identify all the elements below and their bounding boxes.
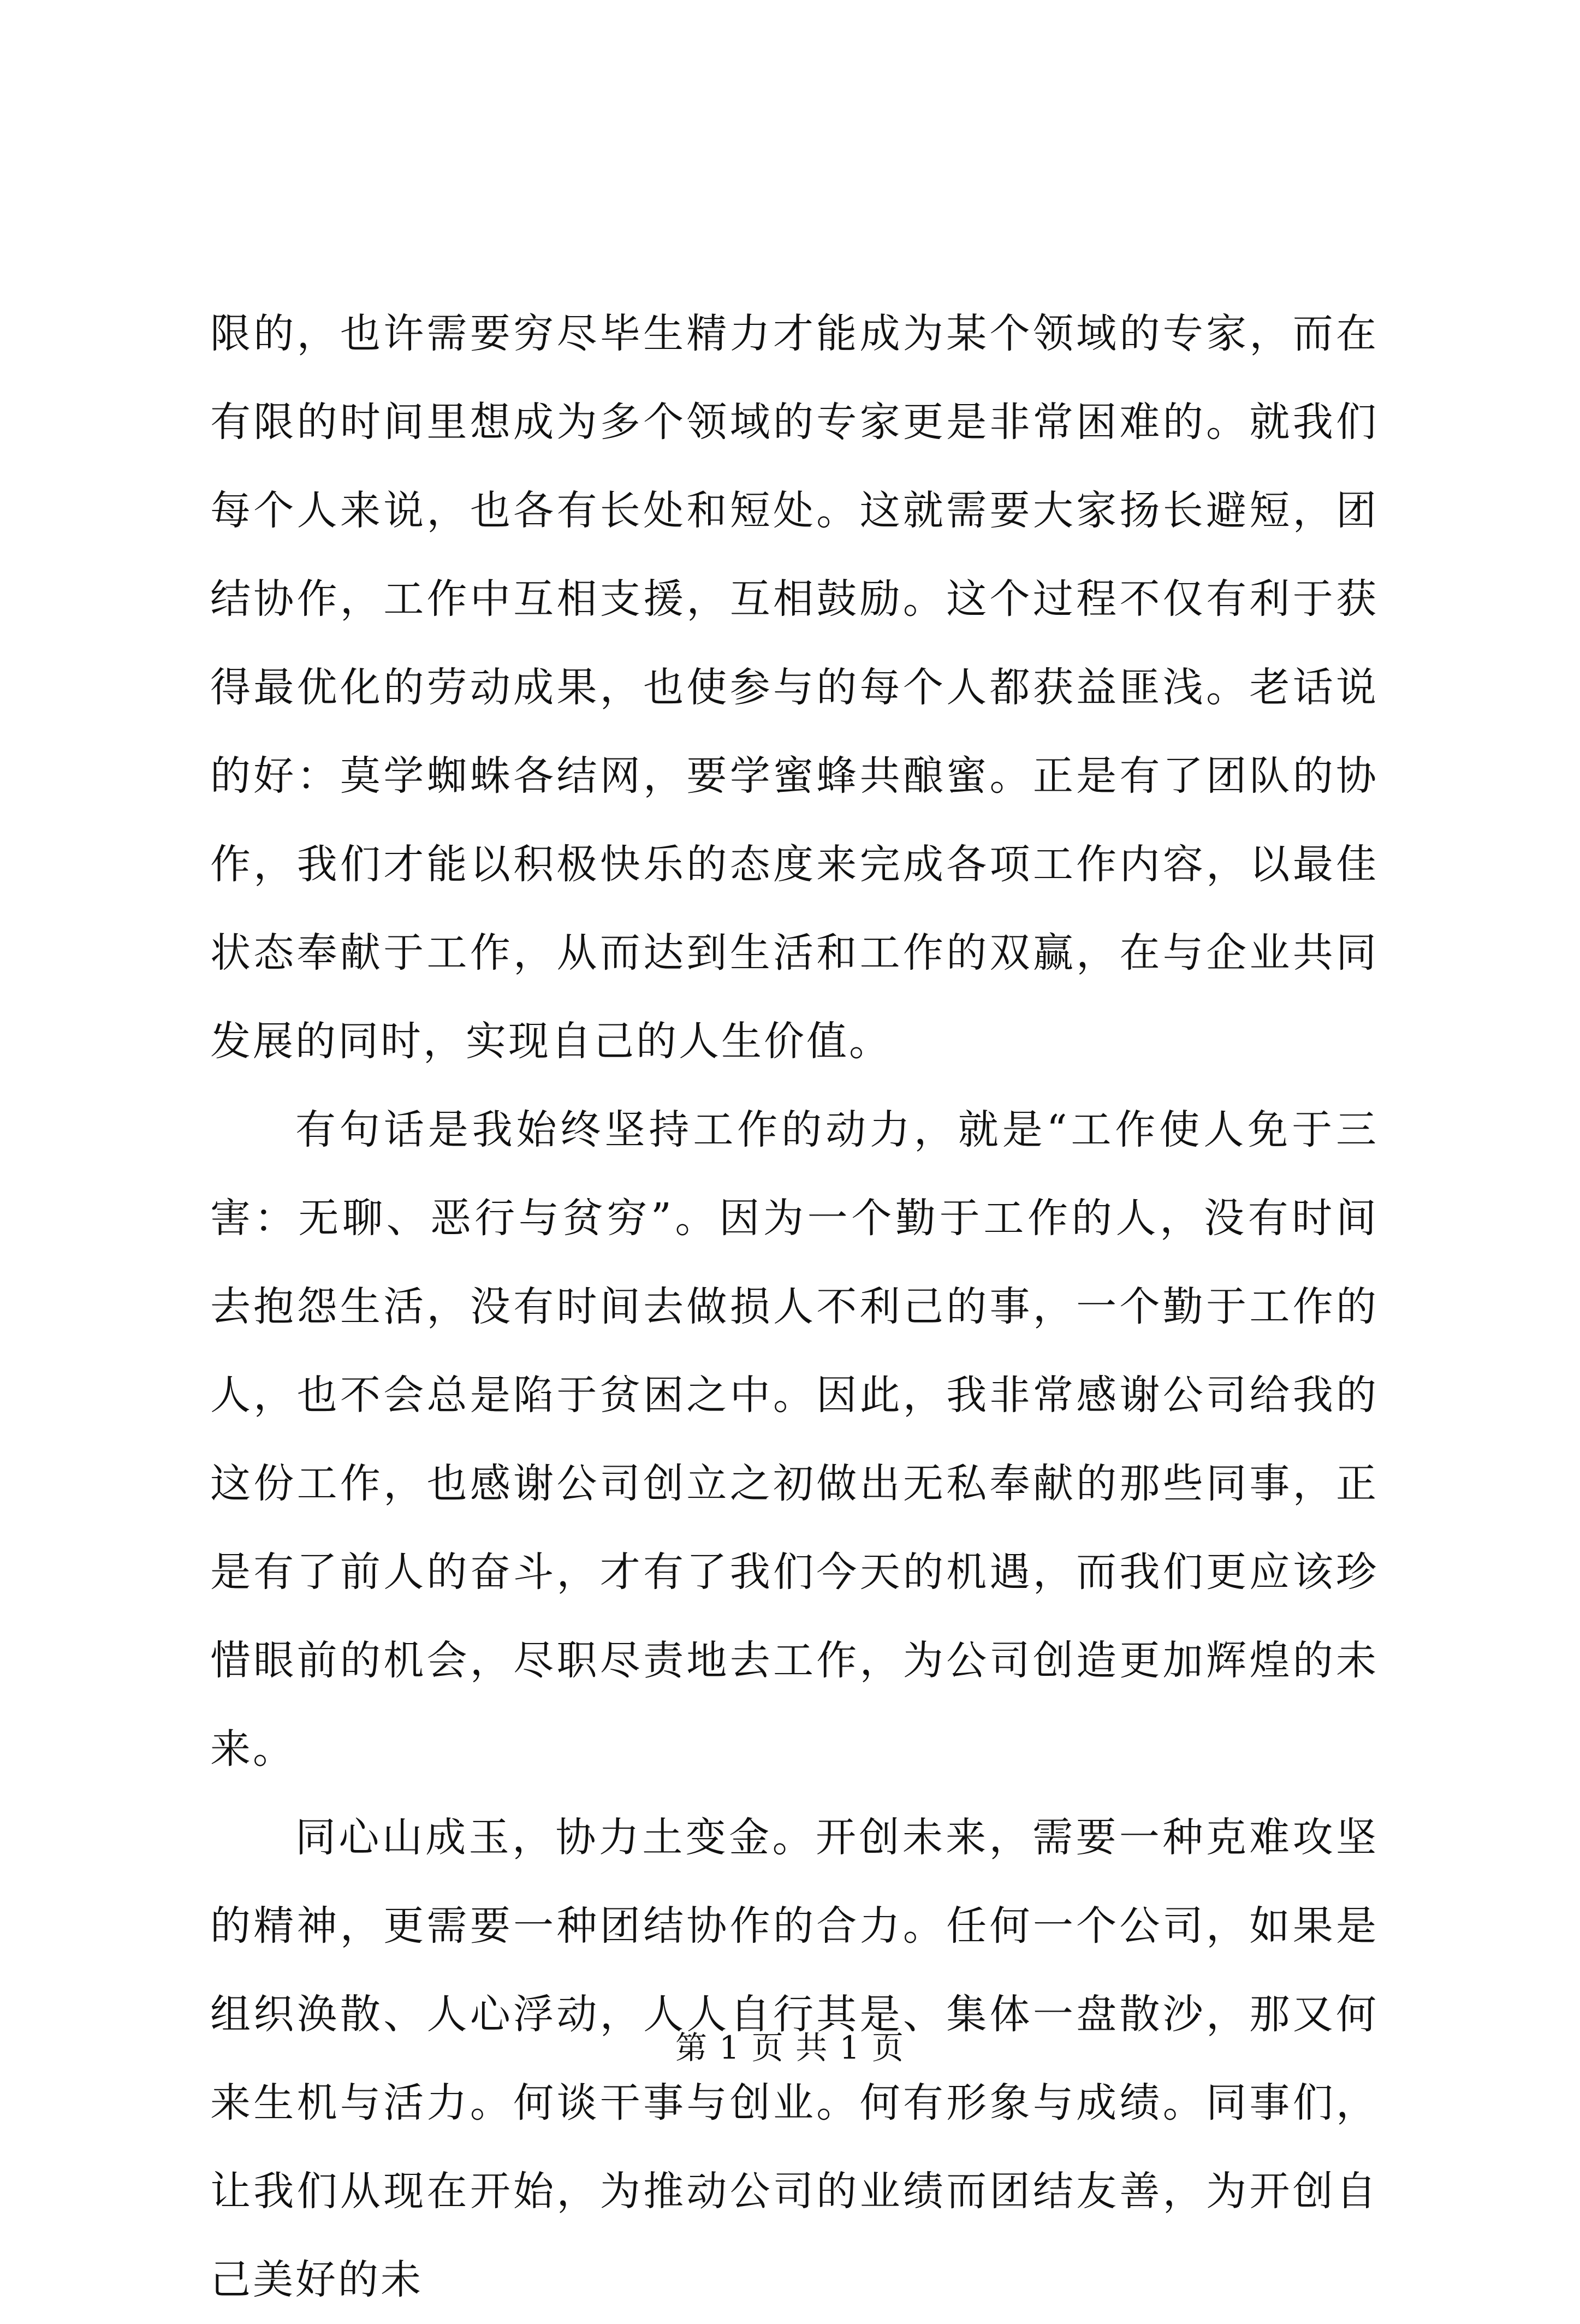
paragraph-continued: 限的，也许需要穷尽毕生精力才能成为某个领域的专家，而在有限的时间里想成为多个领域的专家更是非常困难的。就我们每个人来说，也各有长处和短处。这就需要大家扬长避短，团结协作，工作中互相支援，互相鼓励。这个过程不仅有利于获得最优化的劳动成果，也使参与的每个人都获益匪浅。老话说的好：莫学蜘蛛各结网，要学蜜蜂共酿蜜。正是有了团队的协作，我们才能以积极快乐的态度来完成各项工作内容，以最佳状态奉献于工作，从而达到生活和工作的双赢，在与企业共同发展的同时，实现自己的人生价值。 [210,310,1379,1065]
page-footer: 第 1 页 共 1 页 [675,2029,905,2066]
paragraph-motivation: 有句话是我始终坚持工作的动力，就是“工作使人免于三害：无聊、恶行与贫穷”。因为一个勤于工作的人，没有时间去抱怨生活，没有时间去做损人不利己的事，一个勤于工作的人，也不会总是陷于贫困之中。因此，我非常感谢公司给我的这份工作，也感谢公司创立之初做出无私奉献的那些同事，正是有了前人的奋斗，才有了我们今天的机遇，而我们更应该珍惜眼前的机会，尽职尽责地去工作，为公司创造更加辉煌的未来。 [210,1106,1379,1772]
paragraph-teamwork: 同心山成玉，协力土变金。开创未来，需要一种克难攻坚的精神，更需要一种团结协作的合力。任何一个公司，如果是组织涣散、人心浮动，人人自行其是、集体一盘散沙，那又何来生机与活力。何谈干事与创业。何有形象与成绩。同事们，让我们从现在开始，为推动公司的业绩而团结友善，为开创自己美好的未 [210,1814,1379,2303]
document-body [210,289,1379,2324]
